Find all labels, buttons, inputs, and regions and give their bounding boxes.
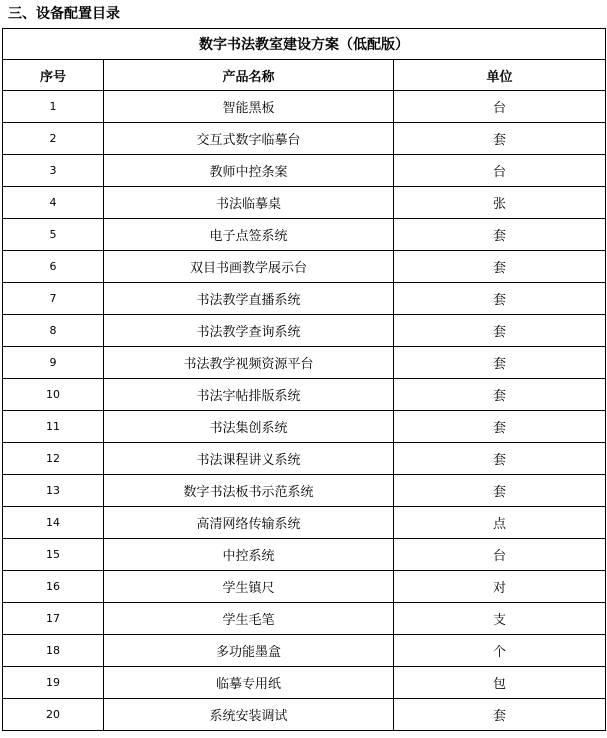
row-number: 19 [3, 667, 104, 699]
row-unit: 套 [394, 411, 606, 443]
table-row [3, 219, 606, 251]
row-number: 12 [3, 443, 104, 475]
row-unit: 包 [394, 667, 606, 699]
table-title: 数字书法教室建设方案（低配版） [3, 29, 606, 60]
row-number: 7 [3, 283, 104, 315]
row-unit: 套 [394, 219, 606, 251]
row-product-name: 系统安装调试 [104, 699, 394, 731]
row-unit: 台 [394, 155, 606, 187]
row-product-name: 中控系统 [104, 539, 394, 571]
table-row [3, 315, 606, 347]
section-heading: 三、设备配置目录 [8, 6, 120, 22]
row-number: 18 [3, 635, 104, 667]
table-row [3, 507, 606, 539]
row-product-name: 书法字帖排版系统 [104, 379, 394, 411]
row-product-name: 书法课程讲义系统 [104, 443, 394, 475]
row-unit: 张 [394, 187, 606, 219]
table-row [3, 347, 606, 379]
row-number: 1 [3, 91, 104, 123]
table-row [3, 283, 606, 315]
row-unit: 支 [394, 603, 606, 635]
table-title-row [3, 29, 606, 60]
row-unit: 台 [394, 539, 606, 571]
row-unit: 套 [394, 347, 606, 379]
row-number: 2 [3, 123, 104, 155]
equipment-config-table [2, 28, 606, 731]
row-number: 6 [3, 251, 104, 283]
row-unit: 套 [394, 283, 606, 315]
row-number: 15 [3, 539, 104, 571]
table-row [3, 187, 606, 219]
row-product-name: 双目书画教学展示台 [104, 251, 394, 283]
row-product-name: 多功能墨盒 [104, 635, 394, 667]
row-number: 8 [3, 315, 104, 347]
row-unit: 对 [394, 571, 606, 603]
row-number: 10 [3, 379, 104, 411]
table-row [3, 251, 606, 283]
header-no: 序号 [3, 60, 104, 91]
table-row [3, 539, 606, 571]
row-product-name: 书法集创系统 [104, 411, 394, 443]
table-body [3, 29, 606, 731]
table-row [3, 379, 606, 411]
table-header-row [3, 60, 606, 91]
table-row [3, 123, 606, 155]
row-number: 9 [3, 347, 104, 379]
row-number: 13 [3, 475, 104, 507]
table-row [3, 667, 606, 699]
table-row [3, 635, 606, 667]
table-row [3, 155, 606, 187]
row-number: 16 [3, 571, 104, 603]
row-product-name: 学生毛笔 [104, 603, 394, 635]
header-product-name: 产品名称 [104, 60, 394, 91]
row-product-name: 教师中控条案 [104, 155, 394, 187]
row-unit: 点 [394, 507, 606, 539]
table-row [3, 603, 606, 635]
table-row [3, 699, 606, 731]
row-number: 11 [3, 411, 104, 443]
row-product-name: 书法教学查询系统 [104, 315, 394, 347]
row-product-name: 学生镇尺 [104, 571, 394, 603]
row-unit: 套 [394, 315, 606, 347]
row-product-name: 智能黑板 [104, 91, 394, 123]
row-number: 17 [3, 603, 104, 635]
row-unit: 个 [394, 635, 606, 667]
table-row [3, 91, 606, 123]
row-unit: 台 [394, 91, 606, 123]
row-product-name: 书法临摹桌 [104, 187, 394, 219]
row-unit: 套 [394, 443, 606, 475]
row-product-name: 书法教学直播系统 [104, 283, 394, 315]
row-unit: 套 [394, 251, 606, 283]
row-unit: 套 [394, 379, 606, 411]
row-number: 5 [3, 219, 104, 251]
row-unit: 套 [394, 123, 606, 155]
table-row [3, 571, 606, 603]
table-row [3, 475, 606, 507]
row-number: 20 [3, 699, 104, 731]
row-product-name: 高清网络传输系统 [104, 507, 394, 539]
row-unit: 套 [394, 699, 606, 731]
row-product-name: 数字书法板书示范系统 [104, 475, 394, 507]
table-row [3, 443, 606, 475]
row-product-name: 电子点签系统 [104, 219, 394, 251]
row-product-name: 交互式数字临摹台 [104, 123, 394, 155]
row-number: 3 [3, 155, 104, 187]
row-product-name: 书法教学视频资源平台 [104, 347, 394, 379]
row-number: 4 [3, 187, 104, 219]
row-unit: 套 [394, 475, 606, 507]
row-product-name: 临摹专用纸 [104, 667, 394, 699]
header-unit: 单位 [394, 60, 606, 91]
table-row [3, 411, 606, 443]
row-number: 14 [3, 507, 104, 539]
